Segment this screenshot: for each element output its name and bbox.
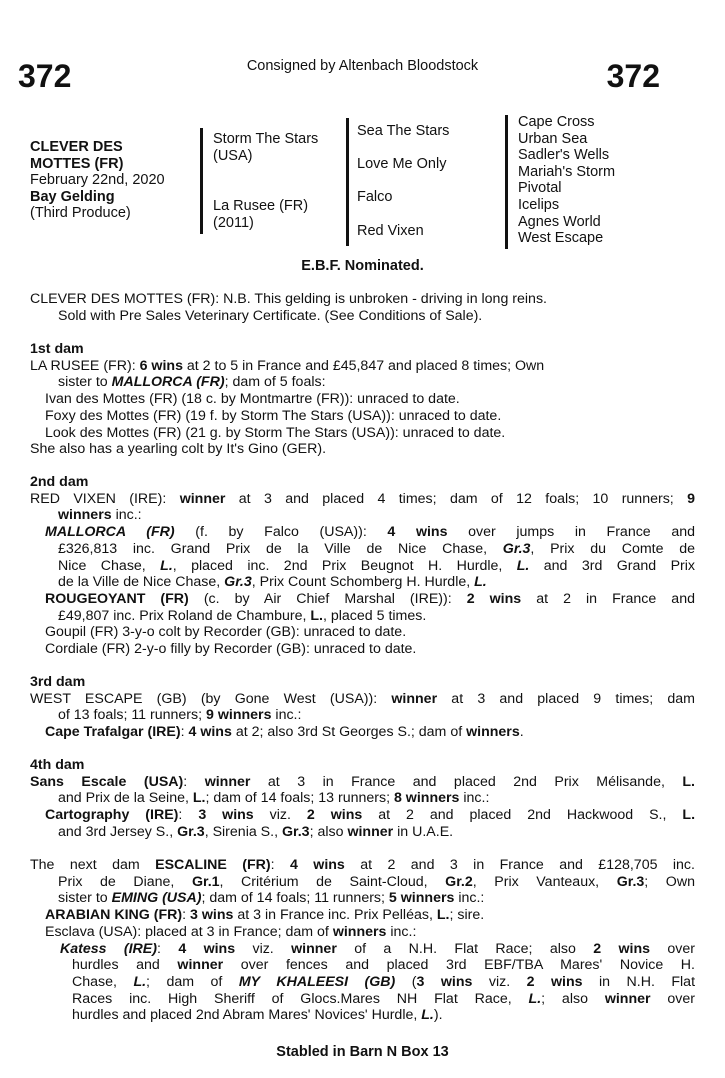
second-dam-line: Cordiale (FR) 2-y-o filly by Recorder (GB): unraced to date. (45, 641, 417, 658)
pedigree-gen2-sire-sire: Sea The Stars (357, 123, 450, 139)
pedigree-gen3-item: Mariah's Storm (518, 163, 616, 180)
pedigree-gen3-item: Cape Cross (518, 114, 595, 130)
first-dam-heading: 1st dam (30, 341, 84, 357)
second-dam-line: winners inc.: (58, 507, 142, 524)
third-dam-heading: 3rd dam (30, 674, 86, 690)
first-dam-produce: Ivan des Mottes (FR) (18 c. by Montmartre (FR)): unraced to date. (45, 391, 460, 408)
first-dam-section (30, 341, 695, 458)
third-dam-line: Cape Trafalgar (IRE): 4 wins at 2; also 3rd St Georges S.; dam of winners. (45, 724, 524, 741)
next-dam-line: Chase, L.; dam of MY KHALEESI (GB) (3 wins viz. 2 wins in N.H. Flat (72, 973, 696, 990)
third-dam-section (30, 674, 695, 741)
next-dam-line: Esclava (USA): placed at 3 in France; dam of winners inc.: (45, 923, 417, 940)
produce-note: (Third Produce) (30, 205, 131, 222)
note-line: Sold with Pre Sales Veterinary Certificate. (See Conditions of Sale). (58, 307, 483, 324)
next-dam-line: sister to EMING (USA); dam of 14 foals; 11 runners; 5 winners inc.: (58, 890, 485, 907)
pedigree-gen3-item: Agnes World (518, 213, 601, 230)
second-dam-line: ROUGEOYANT (FR) (c. by Air Chief Marshal (IRE)): 2 wins at 2 in France and (45, 590, 695, 607)
fourth-dam-section (30, 757, 695, 841)
horse-details (30, 139, 165, 222)
dam-year: (2011) (213, 214, 254, 231)
pedigree-gen2-dam-dam: Red Vixen (357, 223, 424, 239)
sire-country: (USA) (213, 147, 253, 164)
next-dam-line: Races inc. High Sheriff of Glocs.Mares NH Flat Race, L.; also winner over (72, 990, 695, 1007)
lot-number-left: 372 (18, 58, 72, 94)
first-dam-produce: Look des Mottes (FR) (21 g. by Storm The Stars (USA)): unraced to date. (45, 424, 506, 441)
second-dam-line: RED VIXEN (IRE): winner at 3 and placed 4 times; dam of 12 foals; 10 runners; 9 (30, 490, 695, 507)
pedigree-gen3-item: Urban Sea (518, 130, 588, 147)
second-dam-heading: 2nd dam (30, 474, 89, 490)
next-dam-line: hurdles and placed 2nd Abram Mares' Novices' Hurdle, L.). (72, 1007, 443, 1024)
lot-number-right: 372 (606, 58, 660, 94)
pedigree-divider-2 (346, 118, 349, 246)
dam-name: La Rusee (FR) (213, 198, 309, 214)
second-dam-line: de la Ville de Nice Chase, Gr.3, Prix Count Schomberg H. Hurdle, L. (58, 574, 487, 591)
pedigree-gen2-dam-sire: Falco (357, 189, 393, 205)
pedigree-gen2-sire-dam: Love Me Only (357, 156, 447, 172)
second-dam-line: Goupil (FR) 3-y-o colt by Recorder (GB): unraced to date. (45, 624, 407, 641)
pedigree-divider-3 (505, 115, 508, 249)
second-dam-line: £326,813 inc. Grand Prix de la Ville de Nice Chase, Gr.3, Prix du Comte de (58, 540, 695, 557)
consignor: Consigned by Altenbach Bloodstock (246, 58, 479, 74)
next-dam-line: ARABIAN KING (FR): 3 wins at 3 in France inc. Prix Pelléas, L.; sire. (45, 907, 485, 924)
third-dam-line: WEST ESCAPE (GB) (by Gone West (USA)): winner at 3 and placed 9 times; dam (30, 690, 696, 707)
first-dam-line: LA RUSEE (FR): 6 wins at 2 to 5 in France and £45,847 and placed 8 times; Own (30, 357, 545, 374)
fourth-dam-line: and 3rd Jersey S., Gr.3, Sirenia S., Gr.3; also winner in U.A.E. (58, 823, 454, 840)
sale-note (30, 291, 695, 324)
foaling-date: February 22nd, 2020 (30, 172, 165, 189)
sire-name: Storm The Stars (213, 131, 319, 147)
second-dam-line: Nice Chase, L., placed inc. 2nd Prix Beugnot H. Hurdle, L. and 3rd Grand Prix (58, 557, 696, 574)
next-dam-section (30, 857, 695, 1024)
stabling-info: Stabled in Barn N Box 13 (276, 1044, 449, 1060)
pedigree-dam (213, 198, 308, 231)
first-dam-yearling: She also has a yearling colt by It's Gino (GER). (30, 441, 327, 458)
next-dam-line: Prix de Diane, Gr.1, Critérium de Saint-Cloud, Gr.2, Prix Vanteaux, Gr.3; Own (58, 873, 695, 890)
second-dam-line: £49,807 inc. Prix Roland de Chambure, L., placed 5 times. (58, 607, 427, 624)
first-dam-line: sister to MALLORCA (FR); dam of 5 foals: (58, 374, 326, 391)
second-dam-line: MALLORCA (FR) (f. by Falco (USA)): 4 wins over jumps in France and (45, 524, 696, 541)
second-dam-section (30, 474, 695, 658)
fourth-dam-line: Cartography (IRE): 3 wins viz. 2 wins at 2 and placed 2nd Hackwood S., L. (45, 807, 696, 824)
fourth-dam-line: Sans Escale (USA): winner at 3 in France and placed 2nd Prix Mélisande, L. (30, 773, 695, 790)
fourth-dam-line: and Prix de la Seine, L.; dam of 14 foals; 13 runners; 8 winners inc.: (58, 790, 490, 807)
horse-name-line1: CLEVER DES (30, 139, 123, 155)
pedigree-gen3 (518, 114, 615, 247)
ebf-nominated: E.B.F. Nominated. (301, 258, 424, 274)
next-dam-line: hurdles and winner over fences and placed 3rd EBF/TBA Mares' Novice H. (72, 957, 695, 974)
pedigree-gen3-item: Icelips (518, 196, 560, 213)
pedigree-gen3-item: Pivotal (518, 180, 562, 197)
fourth-dam-heading: 4th dam (30, 757, 85, 773)
pedigree-sire (213, 131, 318, 164)
pedigree-gen3-item: West Escape (518, 230, 604, 247)
next-dam-line: Katess (IRE): 4 wins viz. winner of a N.H. Flat Race; also 2 wins over (60, 940, 695, 957)
next-dam-line: The next dam ESCALINE (FR): 4 wins at 2 and 3 in France and £128,705 inc. (30, 857, 695, 873)
pedigree-divider-1 (200, 128, 203, 234)
note-line: CLEVER DES MOTTES (FR): N.B. This gelding is unbroken - driving in long reins. (30, 291, 547, 307)
third-dam-line: of 13 foals; 11 runners; 9 winners inc.: (58, 707, 302, 724)
horse-name-line2: MOTTES (FR) (30, 155, 124, 172)
pedigree-gen3-item: Sadler's Wells (518, 147, 610, 164)
horse-sex: Bay Gelding (30, 188, 115, 205)
first-dam-produce: Foxy des Mottes (FR) (19 f. by Storm The Stars (USA)): unraced to date. (45, 407, 502, 424)
